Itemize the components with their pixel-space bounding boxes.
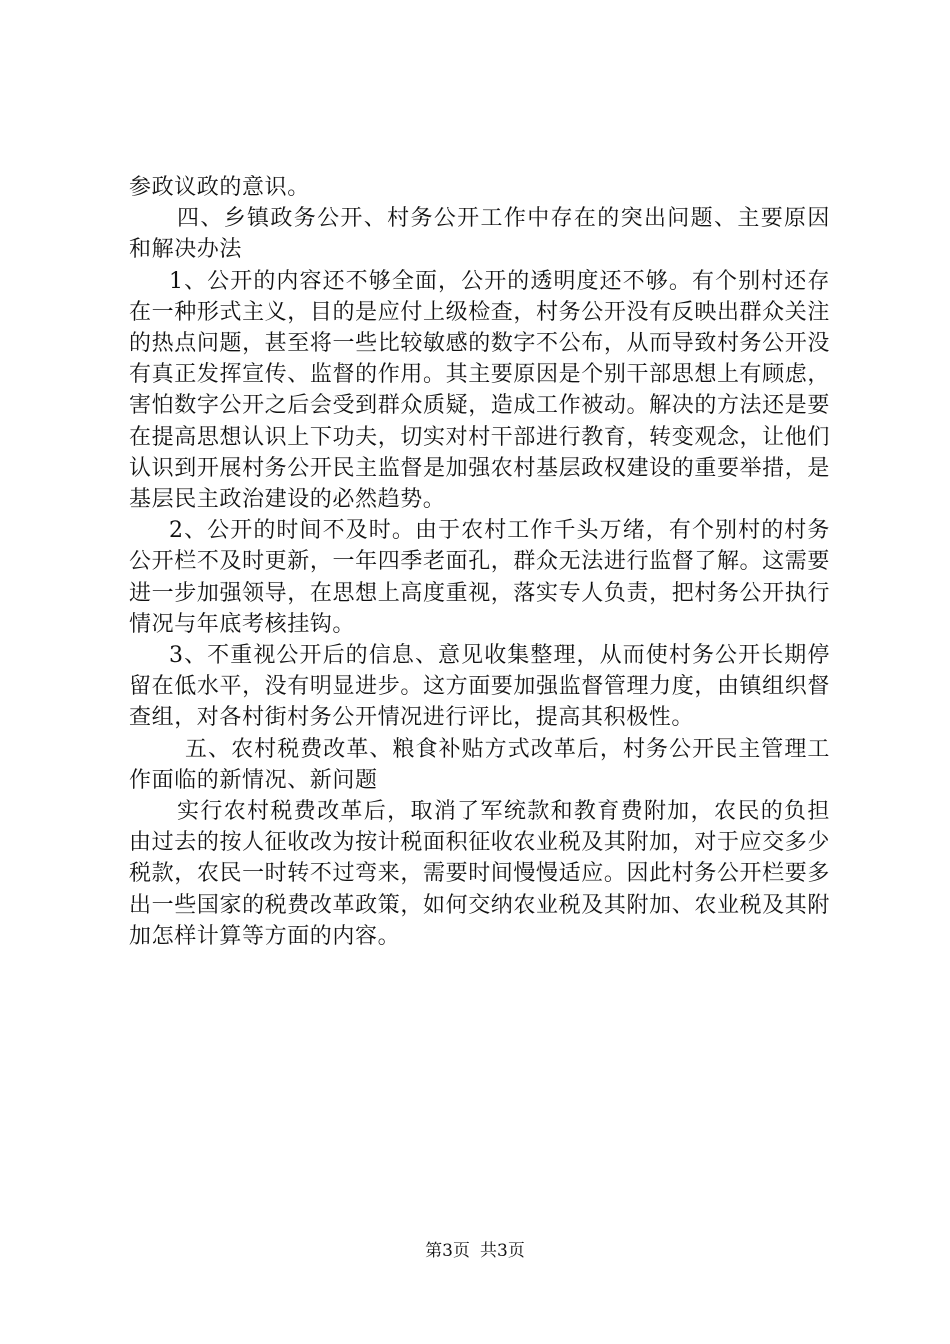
paragraph-item-1: 1、公开的内容还不够全面，公开的透明度还不够。有个别村还存在一种形式主义，目的是应付上级检查，村务公开没有反映出群众关注的热点问题，甚至将一些比较敏感的数字不公布，从而导致村务公开没有真正发挥宣传、监督的作用。其主要原因是个别干部思想上有顾虑，害怕数字公开之后会受到群众质疑，造成工作被动。解决的方法还是要在提高思想认识上下功夫，切实对村干部进行教育，转变观念，让他们认识到开展村务公开民主监督是加强农村基层政权建设的重要举措，是基层民主政治建设的必然趋势。: [129, 268, 830, 513]
paragraph-item-2: 2、公开的时间不及时。由于农村工作千头万绪，有个别村的村务公开栏不及时更新，一年四季老面孔，群众无法进行监督了解。这需要进一步加强领导，在思想上高度重视，落实专人负责，把村务公开执行情况与年底考核挂钩。: [129, 518, 830, 637]
section-heading-four: 四、乡镇政务公开、村务公开工作中存在的突出问题、主要原因和解决办法: [129, 206, 830, 263]
paragraph-tax-reform: 实行农村税费改革后，取消了军统款和教育费附加，农民的负担由过去的按人征收改为按计税面积征收农业税及其附加，对于应交多少税款，农民一时转不过弯来，需要时间慢慢适应。因此村务公开栏要多出一些国家的税费改革政策，如何交纳农业税及其附加、农业税及其附加怎样计算等方面的内容。: [129, 799, 830, 949]
page-number-total: 共3页: [480, 1241, 525, 1261]
page-number-current: 第3页: [425, 1241, 470, 1261]
section-heading-five: 五、农村税费改革、粮食补贴方式改革后，村务公开民主管理工作面临的新情况、新问题: [129, 736, 830, 793]
paragraph-item-3: 3、不重视公开后的信息、意见收集整理，从而使村务公开长期停留在低水平，没有明显进步。这方面要加强监督管理力度，由镇组织督查组，对各村街村务公开情况进行评比，提高其积极性。: [129, 643, 830, 731]
paragraph-continuation: 参政议政的意识。: [129, 175, 310, 200]
document-body: [129, 172, 830, 952]
page-footer: [0, 1240, 950, 1262]
